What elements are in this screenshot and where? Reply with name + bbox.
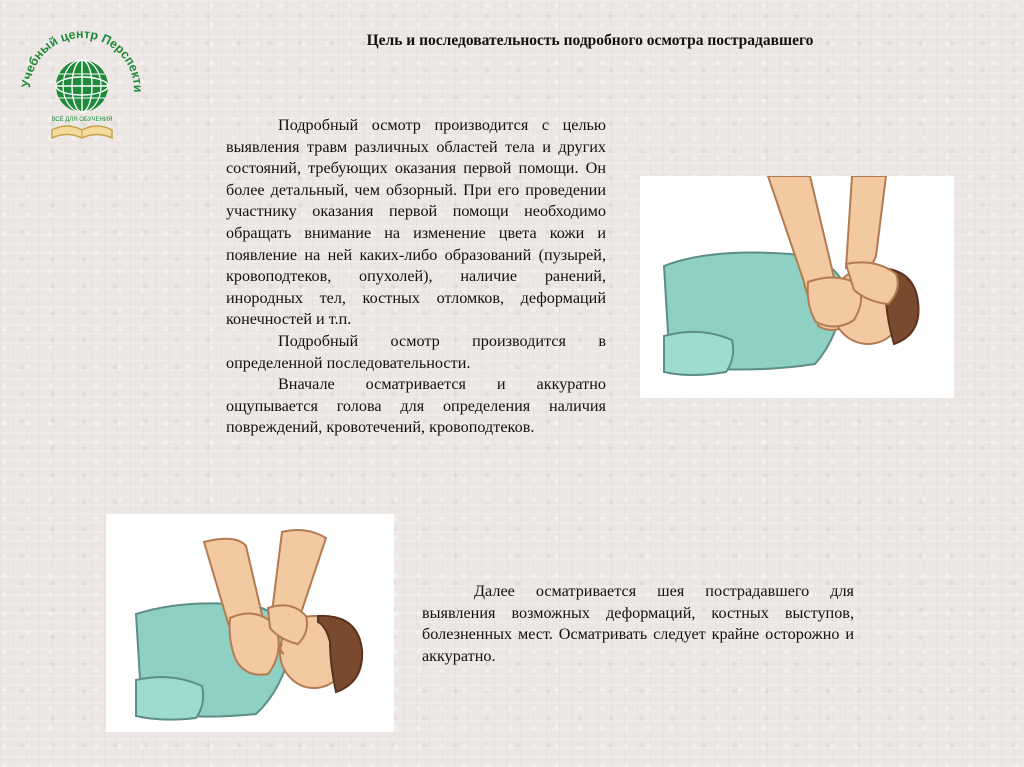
training-center-logo <box>18 12 146 146</box>
paragraph: Далее осматривается шея пострадавшего для выявления возможных деформаций, костных выступов, болезненных мест. Осматривать следует крайне осторожно и аккуратно. <box>422 582 854 665</box>
paragraph: Подробный осмотр производится в определенной последовательности. <box>226 331 606 372</box>
open-book-icon <box>52 126 112 138</box>
head-examination-illustration <box>640 176 954 398</box>
neck-examination-illustration <box>106 514 394 732</box>
logo-sub-text: ВСЁ ДЛЯ ОБУЧЕНИЯ <box>51 117 113 123</box>
text-block-neck-exam <box>422 581 854 667</box>
hands-examining-neck-illustration <box>106 514 394 732</box>
paragraph: Подробный осмотр производится с целью выявления травм различных областей тела и других состояний, требующих оказания первой помощи. Он более детальный, чем обзорный. При его проведении участнику оказания первой помощи необходимо обращать внимание на изменение цвета кожи и появление на ней каких-либо образований (пузырей, кровоподтеков, опухолей), наличие ранений, инородных тел, костных отломков, деформаций конечностей и т.п. <box>226 116 606 329</box>
paragraph: Вначале осматривается и аккуратно ощупывается голова для определения наличия повреждений, кровотечений, кровоподтеков. <box>226 375 606 437</box>
text-block-detailed-exam <box>226 115 606 439</box>
hands-examining-head-illustration <box>640 176 954 398</box>
page-title: Цель и последовательность подробного осмотра пострадавшего <box>366 32 814 49</box>
logo-arc-text: Учебный центр Перспекти <box>18 26 146 93</box>
globe-icon <box>56 60 108 112</box>
